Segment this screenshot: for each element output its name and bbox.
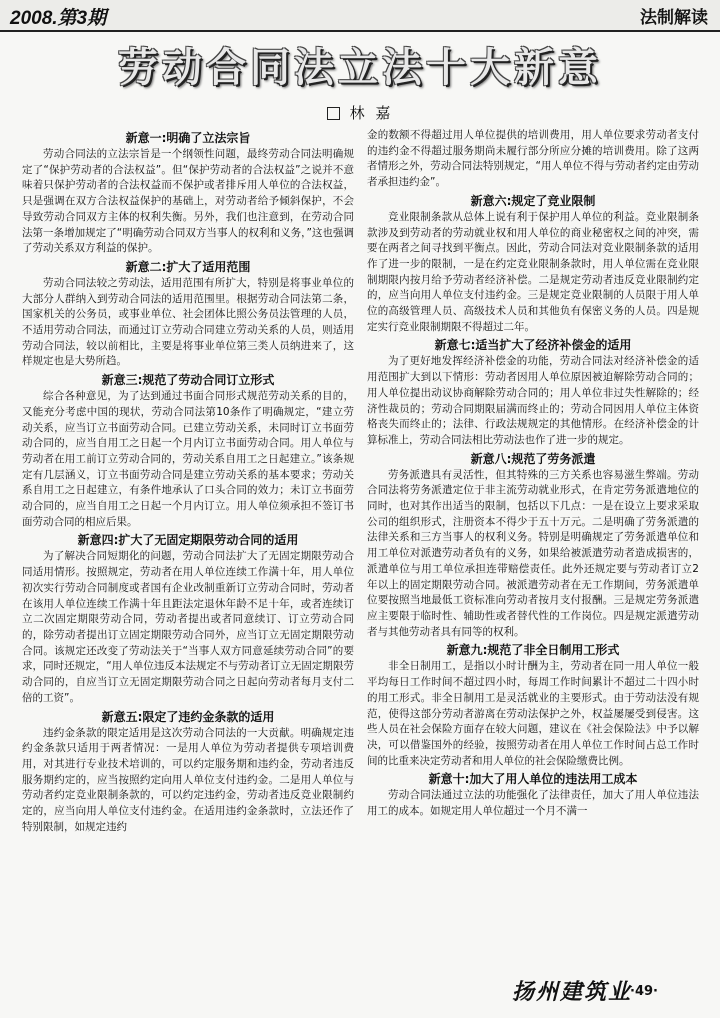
issue-label: 2008.第3期	[10, 8, 107, 29]
section-heading: 新意一:明确了立法宗旨	[125, 131, 251, 145]
publication-logo: 扬州建筑业	[512, 979, 633, 1005]
title-band	[0, 40, 720, 96]
section-heading: 新意三:规范了劳动合同订立形式	[101, 373, 275, 388]
section-heading: 新意十:加大了用人单位的违法用工成本	[428, 772, 638, 787]
section-body: 为了解决合同短期化的问题，劳动合同法扩大了无固定期限劳动合同适用情形。按照规定，劳动者在用人单位连续工作满十年，用人单位初次实行劳动合同制度或者国有企业改制重新订立劳动合同时，劳动者在该用人单位连续工作满十年且距法定退休年龄不足十年，或者连续订立二次固定期限劳动合同，劳动者提出或者同意续订、订立劳动合同的，除劳动者提出订立固定期限劳动合同外，应当订立无固定期限劳动合同。该规定还改变了劳动法关于“当事人双方同意延续劳动合同”的要求，同时还规定，“用人单位违反本法规定不与劳动者订立无固定期限劳动合同的，自应当订立无固定期限劳动合同之日起向劳动者每月支付二倍的工资”。	[22, 550, 354, 704]
header-rule	[0, 30, 720, 32]
section-body: 金的数额不得超过用人单位提供的培训费用，用人单位要求劳动者支付的违约金不得超过服务期尚未履行部分所应分摊的培训费用。除了这两者情形之外，劳动合同法特别规定，“用人单位不得与劳动者约定由劳动者承担违约金”。	[367, 129, 699, 189]
section-heading: 新意五:限定了违约金条款的适用	[101, 709, 275, 724]
section-body: 劳动合同法的立法宗旨是一个纲领性问题，最终劳动合同法明确规定了“保护劳动者的合法权益”。但“保护劳动者的合法权益”之说并不意味着只保护劳动者的合法权益而不保护或者排斥用人单位的合法权益，只是强调在双方合法权益保护的基础上，对劳动者给予倾斜保护，不会导致劳动合同双方主体的权利失衡。另外，我们也注意到，在劳动合同法第一条增加规定了“明确劳动合同双方当事人的权利和义务，”这也强调了劳动关系双方利益的保护。	[22, 148, 354, 255]
section-heading: 新意七:适当扩大了经济补偿金的适用	[434, 338, 632, 353]
author-box-icon	[327, 107, 340, 120]
section-heading: 新意六:规定了竞业限制	[470, 193, 596, 208]
section-body: 违约金条款的限定适用是这次劳动合同法的一大贡献。明确规定违约金条款只适用于两者情况：一是用人单位为劳动者提供专项培训费用，对其进行专业技术培训的，可以约定服务期和违约金，劳动者违反服务期约定的，应当按照约定向用人单位支付违约金。二是用人单位与劳动者约定竞业限制条款的，可以约定违约金，劳动者违反竞业限制约定的，应当向用人单位支付违约金。在适用违约金条款时，立法还作了特别限制，如规定违约	[22, 726, 354, 833]
section-body: 劳动合同法通过立法的功能强化了法律责任，加大了用人单位违法用工的成本。如规定用人单位超过一个月不满一	[367, 789, 699, 818]
section-heading: 新意九:规范了非全日制用工形式	[446, 643, 620, 658]
section-body: 竞业限制条款从总体上说有利于保护用人单位的利益。竞业限制条款涉及到劳动者的劳动就业权和用人单位的商业秘密权之间的冲突，需要在两者之间寻找到平衡点。因此，劳动合同法对竞业限制条款的适用作了进一步的限制，一是在约定竞业限制条款时，用人单位需在竞业限制期限内按月给予劳动者经济补偿。二是规定劳动者违反竞业限制约定的，应当向用人单位支付违约金。三是规定竞业限制的人员限于用人单位的高级管理人员、高级技术人员和其他负有保密义务的人员。四是规定实行竞业限制期限不得超过二年。	[367, 210, 699, 333]
section-body: 综合各种意见，为了达到通过书面合同形式规范劳动关系的目的，又能充分考虑中国的现状，劳动合同法第10条作了明确规定，“建立劳动关系，应当订立书面劳动合同。已建立劳动关系，未同时订立书面劳动合同的，应当自用工之日起一个月内订立书面劳动合同。用人单位与劳动者在用工前订立劳动合同的，劳动关系自用工之日起建立。”该条规定有几层涵义，订立书面劳动合同是建立劳动关系的基本要求；劳动关系自用工之日起建立，有条件地承认了口头合同的效力；未订立书面劳动合同的，应当自用工之日起一个月内订立。用人单位须承担不签订书面劳动合同的相应后果。	[22, 390, 354, 528]
section-body: 非全日制用工，是指以小时计酬为主，劳动者在同一用人单位一般平均每日工作时间不超过四小时，每周工作时间累计不超过二十四小时的用工形式。非全日制用工是灵活就业的主要形式。由于劳动法没有规范，使得这部分劳动者游离在劳动法保护之外，权益屡屡受到侵害。这些人员在社会保险方面存在较大问题，建议在《社会保险法》中予以解决，可以借鉴国外的经验，按照劳动者在用人单位工作时间占总工作时间的比重来决定劳动者和用人单位的社会保险缴费比例。	[367, 660, 699, 767]
author-name: 林 嘉	[349, 104, 394, 122]
section-body: 劳务派遣具有灵活性，但其特殊的三方关系也容易滋生弊端。劳动合同法将劳务派遣定位于非主流劳动就业形式，在肯定劳务派遣地位的同时，也对其作出适当的限制，包括以下几点：一是在设立上要求采取公司的组织形式，注册资本不得少于五十万元。二是明确了劳务派遣的法律关系和三方当事人的权利义务。特别是明确规定了劳务派遣单位和用工单位对派遣劳动者负有的义务，如果给被派遣劳动者造成损害的，派遣单位与用工单位承担连带赔偿责任。此外还规定要与劳动者订立2年以上的固定期限劳动合同。被派遣劳动者在无工作期间，劳务派遣单位要按照当地最低工资标准向劳动者按月支付报酬。三是规定劳务派遣应主要限于临时性、辅助性或者替代性的工作岗位。四是规定派遣劳动者与其他劳动者具有同等的权利。	[367, 468, 699, 638]
page-header	[0, 0, 720, 30]
article-title: 劳动合同法立法十大新意	[118, 45, 602, 91]
left-column	[22, 128, 354, 946]
page-number: ·49·	[630, 984, 658, 999]
section-heading: 新意四:扩大了无固定期限劳动合同的适用	[77, 533, 299, 548]
right-column	[367, 128, 699, 946]
author-line	[0, 102, 720, 123]
section-heading: 新意八:规范了劳务派遣	[470, 451, 596, 466]
section-body: 劳动合同法较之劳动法，适用范围有所扩大，特别是将事业单位的大部分人群纳入到劳动合同法的适用范围里。根据劳动合同法第二条，国家机关的公务员，或事业单位、社会团体比照公务员法管理的人员，不适用劳动合同法，而通过订立劳动合同建立劳动关系的人员，则适用劳动合同法，较以前相比，主要是将事业单位第三类人员纳进来了，这样规定也是大势所趋。	[22, 276, 354, 368]
section-label: 法制解读	[640, 8, 708, 28]
section-heading: 新意二:扩大了适用范围	[125, 259, 251, 274]
section-body: 为了更好地发挥经济补偿金的功能，劳动合同法对经济补偿金的适用范围扩大到以下情形：劳动者因用人单位原因被迫解除劳动合同的；用人单位提出动议协商解除劳动合同的；用人单位非过失性解除的；经济性裁员的；劳动合同期限届满而终止的；劳动合同因用人单位主体资格丧失而终止的；法律、行政法规规定的其他情形。在经济补偿金的计算标准上，劳动合同法相比劳动法也作了进一步的规定。	[367, 355, 699, 446]
